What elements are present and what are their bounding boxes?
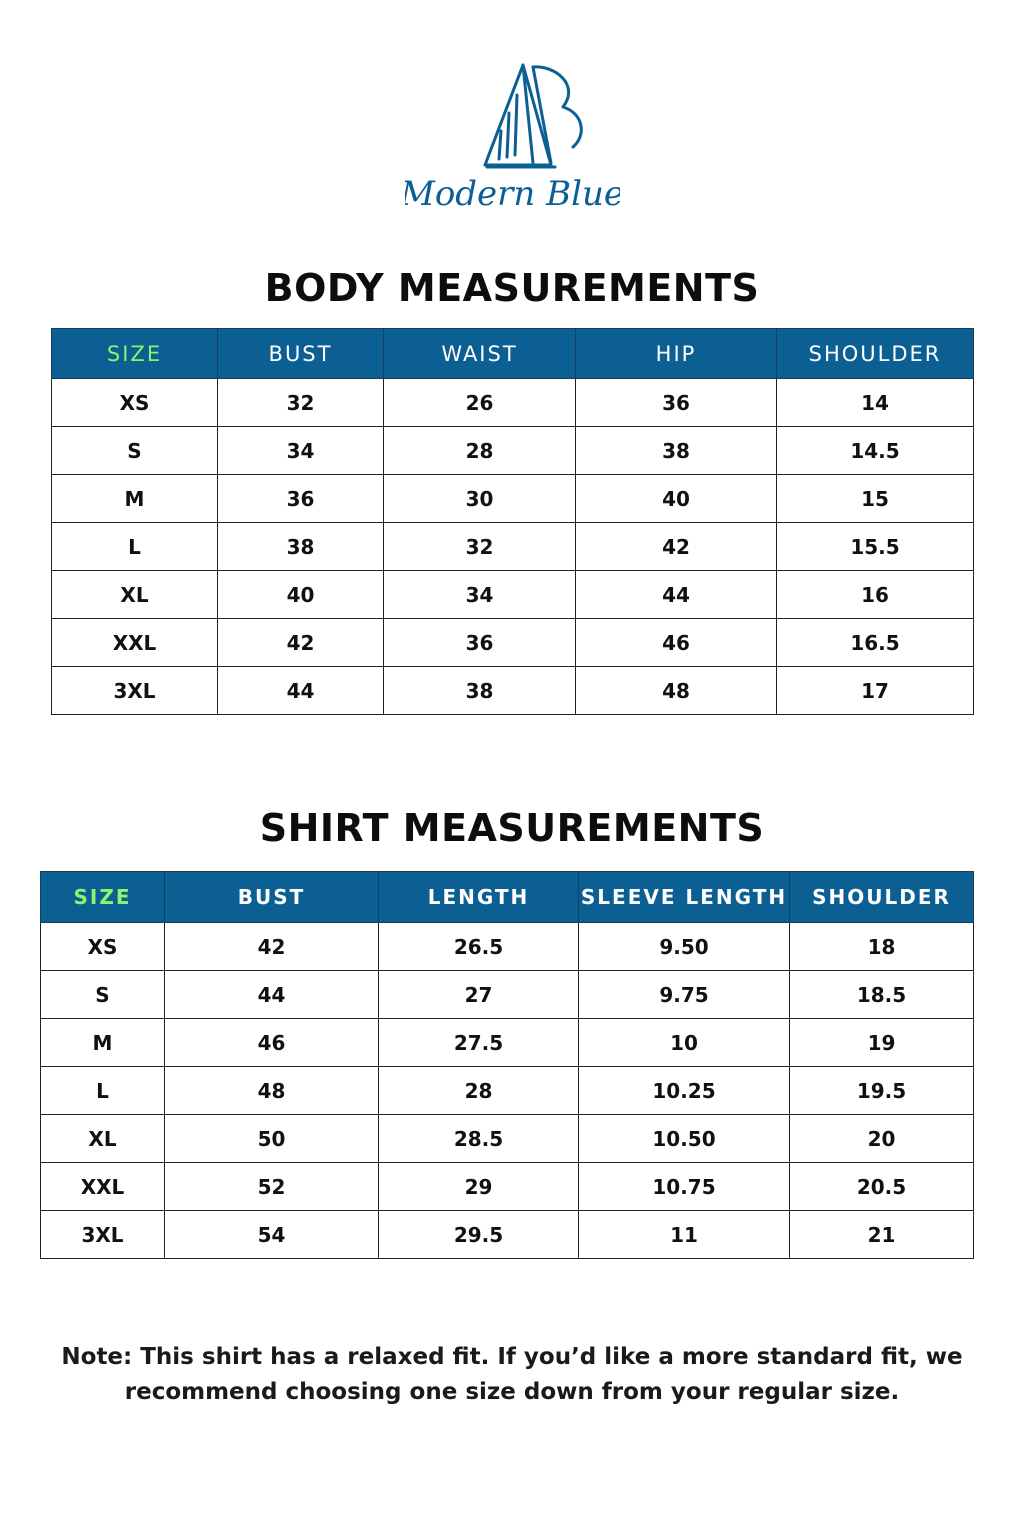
hip-cell: 48 — [576, 667, 777, 715]
table-row — [41, 1067, 974, 1115]
table-row — [52, 667, 974, 715]
size-cell: XS — [52, 379, 218, 427]
shoulder-cell: 15 — [777, 475, 974, 523]
length-cell: 26.5 — [379, 923, 579, 971]
bust-cell: 48 — [165, 1067, 379, 1115]
shoulder-cell: 17 — [777, 667, 974, 715]
table-row — [52, 379, 974, 427]
shoulder-cell: 15.5 — [777, 523, 974, 571]
table-row — [52, 619, 974, 667]
waist-cell: 34 — [384, 571, 576, 619]
waist-cell: 32 — [384, 523, 576, 571]
table-row — [41, 1115, 974, 1163]
bust-cell: 42 — [218, 619, 384, 667]
size-cell: M — [52, 475, 218, 523]
shirt-measurements-table — [40, 871, 974, 1259]
size-cell: XL — [52, 571, 218, 619]
bust-cell: 38 — [218, 523, 384, 571]
length-cell: 28.5 — [379, 1115, 579, 1163]
length-cell: 29 — [379, 1163, 579, 1211]
size-cell: XS — [41, 923, 165, 971]
shoulder-cell: 18 — [790, 923, 974, 971]
waist-cell: 28 — [384, 427, 576, 475]
bust-cell: 34 — [218, 427, 384, 475]
size-cell: 3XL — [52, 667, 218, 715]
shirt-measurements-title: SHIRT MEASUREMENTS — [259, 806, 765, 850]
size-cell: XL — [41, 1115, 165, 1163]
sleeve-length-cell: 9.50 — [579, 923, 790, 971]
sleeve-length-cell: 10.50 — [579, 1115, 790, 1163]
hip-cell: 42 — [576, 523, 777, 571]
length-cell: 28 — [379, 1067, 579, 1115]
sleeve-length-cell: 9.75 — [579, 971, 790, 1019]
table-row — [41, 1163, 974, 1211]
bust-cell: 46 — [165, 1019, 379, 1067]
shoulder-cell: 16 — [777, 571, 974, 619]
column-header-waist: WAIST — [384, 329, 576, 379]
table-row — [41, 923, 974, 971]
bust-cell: 40 — [218, 571, 384, 619]
bust-cell: 50 — [165, 1115, 379, 1163]
bust-cell: 32 — [218, 379, 384, 427]
size-cell: XXL — [41, 1163, 165, 1211]
column-header-shoulder: SHOULDER — [777, 329, 974, 379]
shoulder-cell: 14.5 — [777, 427, 974, 475]
table-row — [52, 523, 974, 571]
length-cell: 27.5 — [379, 1019, 579, 1067]
sailboat-logo-icon — [405, 55, 620, 215]
size-cell: 3XL — [41, 1211, 165, 1259]
bust-cell: 44 — [165, 971, 379, 1019]
body-measurements-title: BODY MEASUREMENTS — [264, 266, 760, 310]
shoulder-cell: 18.5 — [790, 971, 974, 1019]
hip-cell: 40 — [576, 475, 777, 523]
bust-cell: 36 — [218, 475, 384, 523]
length-cell: 27 — [379, 971, 579, 1019]
waist-cell: 36 — [384, 619, 576, 667]
column-header-size: SIZE — [52, 329, 218, 379]
table-row — [52, 571, 974, 619]
size-cell: M — [41, 1019, 165, 1067]
length-cell: 29.5 — [379, 1211, 579, 1259]
column-header-shoulder: SHOULDER — [790, 872, 974, 923]
body-measurements-table — [51, 328, 974, 715]
size-cell: S — [41, 971, 165, 1019]
table-row — [52, 427, 974, 475]
column-header-length: LENGTH — [379, 872, 579, 923]
waist-cell: 38 — [384, 667, 576, 715]
shoulder-cell: 21 — [790, 1211, 974, 1259]
brand-logo — [405, 55, 620, 215]
size-cell: L — [41, 1067, 165, 1115]
column-header-bust: BUST — [218, 329, 384, 379]
waist-cell: 30 — [384, 475, 576, 523]
waist-cell: 26 — [384, 379, 576, 427]
shoulder-cell: 14 — [777, 379, 974, 427]
brand-name: Modern Blue — [405, 174, 620, 214]
hip-cell: 38 — [576, 427, 777, 475]
shoulder-cell: 20.5 — [790, 1163, 974, 1211]
bust-cell: 52 — [165, 1163, 379, 1211]
size-cell: L — [52, 523, 218, 571]
bust-cell: 54 — [165, 1211, 379, 1259]
size-cell: XXL — [52, 619, 218, 667]
sleeve-length-cell: 10 — [579, 1019, 790, 1067]
table-row — [52, 475, 974, 523]
fit-note: Note: This shirt has a relaxed fit. If you’d like a more standard fit, we recommend choosing one size down from your regular size. — [61, 1344, 963, 1405]
size-cell: S — [52, 427, 218, 475]
bust-cell: 42 — [165, 923, 379, 971]
table-row — [41, 1211, 974, 1259]
table-row — [41, 1019, 974, 1067]
table-header-row — [52, 329, 974, 379]
sleeve-length-cell: 10.25 — [579, 1067, 790, 1115]
column-header-sleeve-length: SLEEVE LENGTH — [579, 872, 790, 923]
shoulder-cell: 19.5 — [790, 1067, 974, 1115]
hip-cell: 36 — [576, 379, 777, 427]
column-header-bust: BUST — [165, 872, 379, 923]
sleeve-length-cell: 11 — [579, 1211, 790, 1259]
table-row — [41, 971, 974, 1019]
column-header-hip: HIP — [576, 329, 777, 379]
column-header-size: SIZE — [41, 872, 165, 923]
shoulder-cell: 19 — [790, 1019, 974, 1067]
hip-cell: 44 — [576, 571, 777, 619]
shoulder-cell: 16.5 — [777, 619, 974, 667]
bust-cell: 44 — [218, 667, 384, 715]
table-header-row — [41, 872, 974, 923]
sleeve-length-cell: 10.75 — [579, 1163, 790, 1211]
hip-cell: 46 — [576, 619, 777, 667]
shoulder-cell: 20 — [790, 1115, 974, 1163]
